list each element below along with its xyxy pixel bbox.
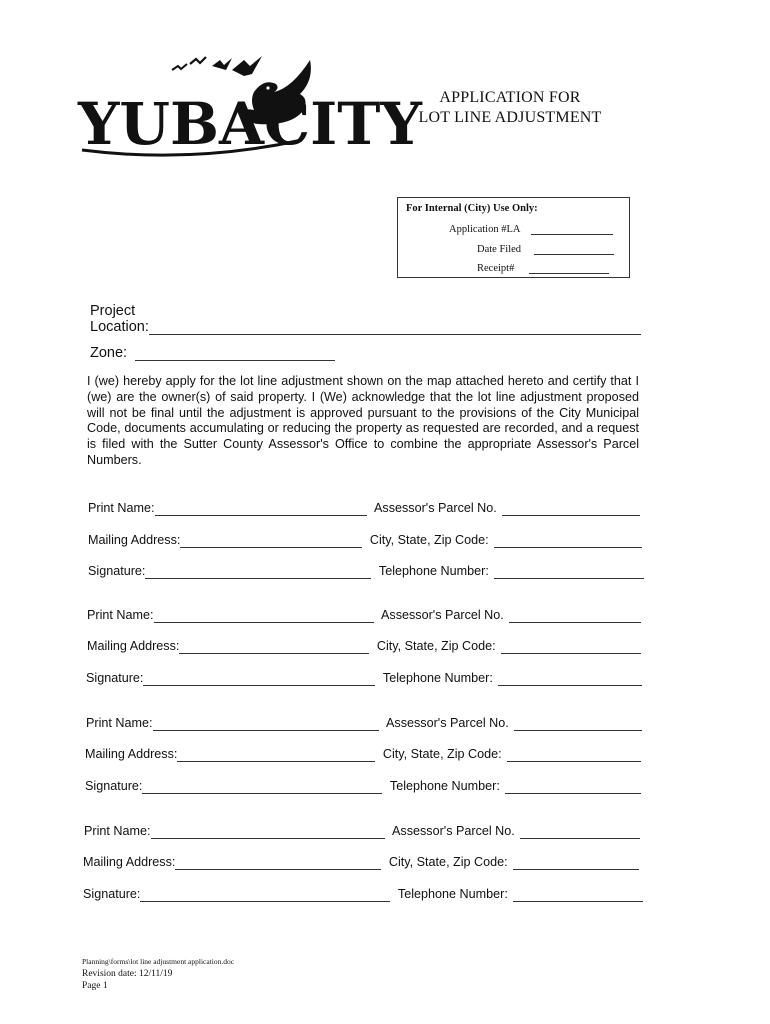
applicant-1-signature-row [88, 563, 644, 579]
print-name-label: Print Name: [87, 608, 154, 622]
applicant-2-name-row [87, 607, 641, 623]
mailing-label: Mailing Address: [88, 533, 181, 547]
date-filed-field[interactable] [534, 243, 614, 255]
logo-graphic [72, 52, 422, 162]
applicant-2-signature-row [86, 670, 642, 686]
city-state-zip-label: City, State, Zip Code: [382, 747, 502, 761]
mailing-label: Mailing Address: [85, 747, 178, 761]
title-line-2: LOT LINE ADJUSTMENT [418, 109, 602, 126]
applicant-1-mailing-field[interactable] [180, 534, 362, 548]
applicant-1-city-field[interactable] [494, 534, 642, 548]
title-line-1: APPLICATION FOR [439, 89, 581, 106]
parcel-label: Assessor's Parcel No. [392, 824, 515, 838]
project-label: Project [90, 303, 136, 319]
telephone-label: Telephone Number: [382, 671, 493, 685]
applicant-3-name-row [86, 715, 642, 731]
applicant-2-city-field[interactable] [501, 640, 641, 654]
applicant-4-telephone-field[interactable] [513, 888, 643, 902]
applicant-1-mailing-row [88, 532, 642, 548]
applicant-1-telephone-field[interactable] [494, 565, 644, 579]
application-number-field[interactable] [531, 223, 613, 235]
footer [82, 956, 234, 992]
applicant-3-city-field[interactable] [507, 748, 641, 762]
city-state-zip-label: City, State, Zip Code: [388, 855, 508, 869]
applicant-4-signature-row [83, 886, 643, 902]
applicant-2-signature-field[interactable] [143, 672, 375, 686]
parcel-label: Assessor's Parcel No. [381, 608, 504, 622]
application-number-label: Application #LA [449, 224, 520, 235]
signature-label: Signature: [86, 671, 144, 685]
city-state-zip-label: City, State, Zip Code: [369, 533, 489, 547]
print-name-label: Print Name: [86, 716, 153, 730]
telephone-label: Telephone Number: [397, 887, 508, 901]
mailing-label: Mailing Address: [83, 855, 176, 869]
print-name-label: Print Name: [84, 824, 151, 838]
receipt-field[interactable] [529, 262, 609, 274]
applicant-1-parcel-field[interactable] [502, 502, 640, 516]
applicant-4-signature-field[interactable] [140, 888, 390, 902]
form-title [380, 88, 640, 128]
applicant-4-name-field[interactable] [151, 825, 385, 839]
footer-revision-date: Revision date: 12/11/19 [82, 969, 173, 979]
date-filed-row [477, 243, 614, 255]
receipt-label: Receipt# [477, 263, 515, 274]
receipt-row [477, 262, 609, 274]
parcel-label: Assessor's Parcel No. [386, 716, 509, 730]
zone-field[interactable] [135, 346, 335, 361]
applicant-2-name-field[interactable] [154, 609, 374, 623]
applicant-3-parcel-field[interactable] [514, 717, 642, 731]
project-location-row [90, 319, 641, 335]
applicant-4-mailing-row [83, 854, 639, 870]
applicant-1-signature-field[interactable] [145, 565, 371, 579]
date-filed-label: Date Filed [477, 244, 522, 255]
mailing-label: Mailing Address: [87, 639, 180, 653]
applicant-4-city-field[interactable] [513, 856, 639, 870]
applicant-2-mailing-row [87, 638, 641, 654]
yuba-city-logo [72, 52, 422, 162]
applicant-1-name-field[interactable] [155, 502, 367, 516]
project-location-label: Location: [90, 319, 149, 335]
project-location-field[interactable] [149, 320, 641, 335]
applicant-2-mailing-field[interactable] [179, 640, 369, 654]
applicant-3-mailing-row [85, 746, 641, 762]
city-state-zip-label: City, State, Zip Code: [376, 639, 496, 653]
signature-label: Signature: [88, 564, 146, 578]
applicant-2-parcel-field[interactable] [509, 609, 641, 623]
applicant-3-telephone-field[interactable] [505, 780, 641, 794]
applicant-4-mailing-field[interactable] [175, 856, 381, 870]
signature-label: Signature: [85, 779, 143, 793]
footer-file-path: Planning\forms\lot line adjustment application.doc [82, 957, 235, 966]
internal-use-box [397, 197, 630, 278]
zone-row [90, 345, 335, 361]
applicant-3-name-field[interactable] [153, 717, 379, 731]
applicant-3-mailing-field[interactable] [177, 748, 375, 762]
signature-label: Signature: [83, 887, 141, 901]
applicant-4-parcel-field[interactable] [520, 825, 640, 839]
internal-use-heading: For Internal (City) Use Only: [406, 203, 538, 214]
declaration-text: I (we) hereby apply for the lot line adjustment shown on the map attached hereto and certify that I (we) are the owner(s) of said property. I (We) acknowledge that the lot line adjustment proposed will not be final until the adjustment is approved pursuant to the provisions of the City Municipal Code, documents accumulating or reducing the property as requested are recorded, and a request is filed with the Sutter County Assessor's Office to combine the appropriate Assessor's Parcel Numbers. [87, 374, 639, 467]
parcel-label: Assessor's Parcel No. [374, 501, 497, 515]
telephone-label: Telephone Number: [389, 779, 500, 793]
footer-page-number: Page 1 [82, 981, 108, 991]
logo-text: YUBACITY [78, 90, 422, 158]
applicant-3-signature-field[interactable] [142, 780, 382, 794]
application-number-row [449, 223, 613, 235]
print-name-label: Print Name: [88, 501, 155, 515]
applicant-3-signature-row [85, 778, 641, 794]
telephone-label: Telephone Number: [378, 564, 489, 578]
zone-label: Zone: [90, 345, 128, 361]
applicant-4-name-row [84, 823, 640, 839]
applicant-2-telephone-field[interactable] [498, 672, 642, 686]
applicant-1-name-row [88, 500, 640, 516]
